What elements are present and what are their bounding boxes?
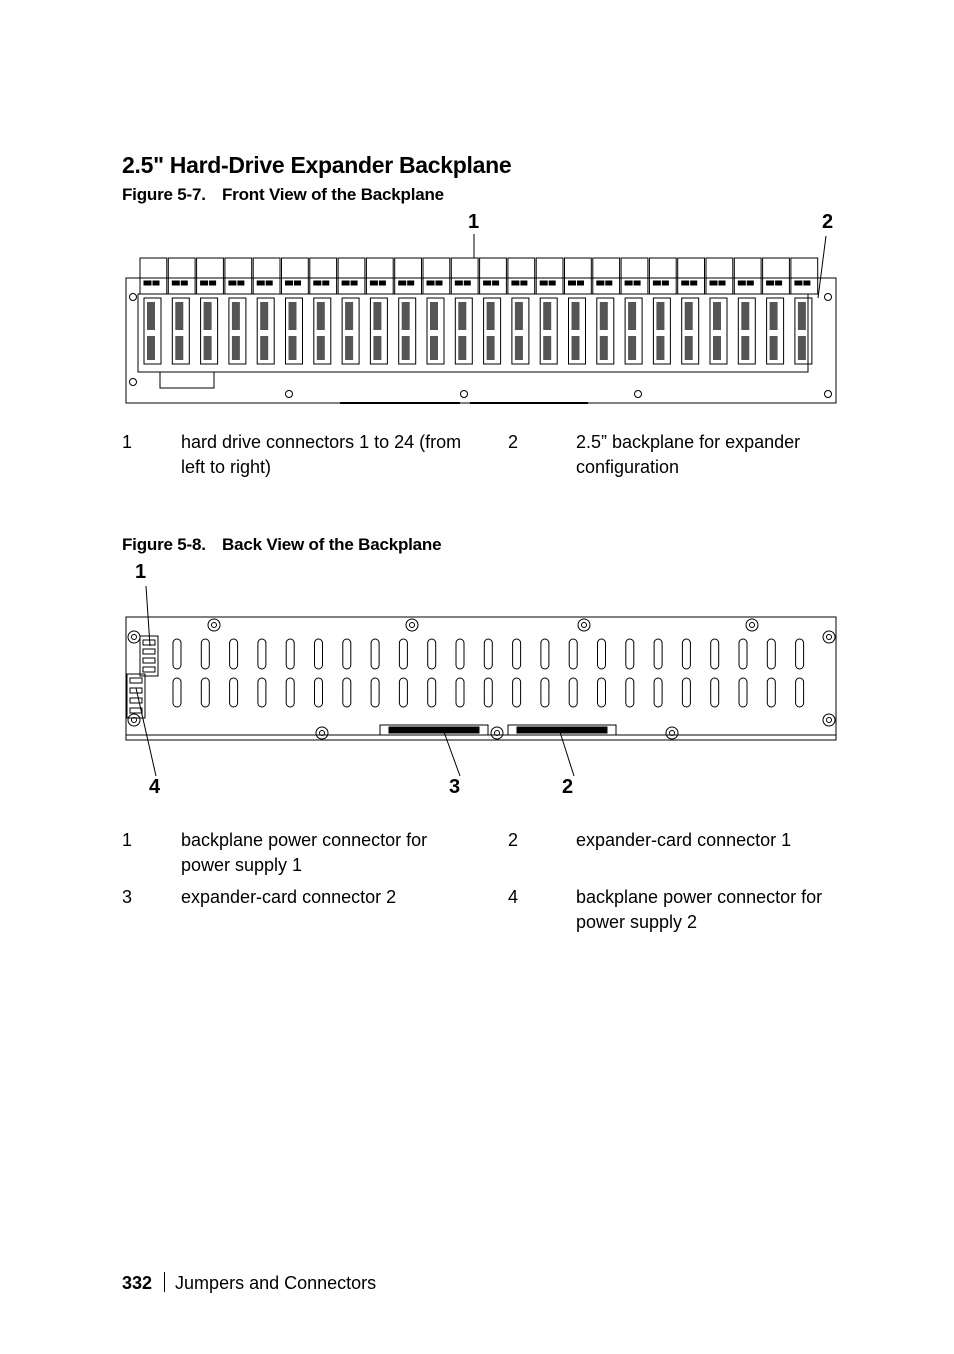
led-indicator [342, 281, 349, 285]
legend-number: 2 [508, 830, 519, 850]
back-callout-3: 3 [449, 776, 461, 798]
legend-number: 1 [122, 432, 133, 452]
led-indicator [512, 281, 519, 285]
vent-slot [796, 639, 804, 669]
drive-slot-frame [678, 258, 705, 294]
legend-number: 1 [122, 830, 133, 850]
led-indicator [625, 281, 632, 285]
power-pin [130, 708, 142, 713]
led-indicator [144, 281, 151, 285]
mounting-hole-center [410, 623, 415, 628]
vent-slot [201, 678, 209, 707]
connector-pins [515, 302, 523, 330]
led-indicator [549, 281, 555, 285]
connector-pins [713, 336, 721, 360]
connector-pins [458, 336, 466, 360]
leader-line-4 [136, 688, 156, 776]
mounting-hole [823, 631, 835, 643]
drive-slot-frame [621, 258, 648, 294]
section-title: 2.5" Hard-Drive Expander Backplane [122, 152, 512, 178]
connector-pins [600, 336, 608, 360]
drive-slot-frame [282, 258, 309, 294]
vent-slot [626, 678, 634, 707]
connector-pins [656, 336, 664, 360]
drive-slot-frame [734, 258, 761, 294]
vent-slot [173, 678, 181, 707]
led-indicator [653, 281, 660, 285]
back-view-backplane-figure [0, 550, 954, 810]
connector-pins [430, 336, 438, 360]
mounting-hole [825, 294, 832, 301]
drive-slot-frame [253, 258, 280, 294]
connector-pins [487, 302, 495, 330]
connector-pins [289, 336, 297, 360]
vent-slot [371, 678, 379, 707]
led-indicator [662, 281, 668, 285]
connector-pins [147, 336, 155, 360]
vent-slot [711, 678, 719, 707]
led-indicator [351, 281, 357, 285]
vent-slot [569, 639, 577, 669]
power-pin [143, 658, 155, 663]
connector-pins [515, 336, 523, 360]
connector-body [389, 727, 479, 733]
vent-slot [258, 639, 266, 669]
led-indicator [597, 281, 604, 285]
vent-slot [654, 639, 662, 669]
led-indicator [484, 281, 491, 285]
mounting-hole [635, 391, 642, 398]
vent-slot [796, 678, 804, 707]
mounting-hole [578, 619, 590, 631]
vent-slot [371, 639, 379, 669]
led-indicator [540, 281, 547, 285]
connector-body [517, 727, 607, 733]
vent-slot [456, 639, 464, 669]
figure-title: Back View of the Backplane [222, 535, 442, 554]
mounting-hole [130, 379, 137, 386]
connector-pins [685, 302, 693, 330]
connector-pins [175, 336, 183, 360]
led-indicator [201, 281, 208, 285]
connector-pins [713, 302, 721, 330]
vent-slot [541, 678, 549, 707]
legend-number: 3 [122, 887, 133, 907]
power-pin [143, 640, 155, 645]
led-indicator [464, 281, 470, 285]
connector-pins [260, 336, 268, 360]
legend-text: backplane power connector for power supply 2 [576, 887, 823, 932]
vent-slot [598, 639, 606, 669]
vent-slot [399, 639, 407, 669]
connector-pins [741, 302, 749, 330]
connector-pins [543, 336, 551, 360]
drive-slot-frame [536, 258, 563, 294]
led-indicator [379, 281, 385, 285]
mounting-hole [128, 714, 140, 726]
led-indicator [691, 281, 697, 285]
connector-pins [373, 336, 381, 360]
vent-slot [711, 639, 719, 669]
led-indicator [229, 281, 236, 285]
led-indicator [682, 281, 689, 285]
led-indicator [399, 281, 406, 285]
vent-slot [201, 639, 209, 669]
back-callout-4: 4 [149, 776, 161, 798]
connector-pins [628, 336, 636, 360]
connector-pins [317, 336, 325, 360]
led-indicator [776, 281, 782, 285]
front-view-drawing [126, 234, 836, 403]
vent-slot [173, 639, 181, 669]
connector-pins [770, 336, 778, 360]
mounting-hole [666, 727, 678, 739]
vent-slot [654, 678, 662, 707]
mounting-hole [461, 391, 468, 398]
connector-pins [204, 336, 212, 360]
connector-pins [345, 336, 353, 360]
connector-pins [317, 302, 325, 330]
connector-pins [572, 302, 580, 330]
mounting-hole-center [827, 718, 832, 723]
connector-pins [656, 302, 664, 330]
legend-text: hard drive connectors 1 to 24 (from left to right) [181, 432, 462, 477]
vent-slot [513, 678, 521, 707]
vent-slot [682, 639, 690, 669]
vent-slot [767, 639, 775, 669]
led-indicator [795, 281, 802, 285]
connector-pins [770, 302, 778, 330]
leader-line-1 [146, 586, 150, 646]
leader-line-2 [818, 236, 826, 298]
vent-slot [739, 678, 747, 707]
drive-slot-frame [706, 258, 733, 294]
drive-slot-frame [763, 258, 790, 294]
power-pin [143, 649, 155, 654]
led-indicator [710, 281, 717, 285]
vent-slot [598, 678, 606, 707]
led-indicator [578, 281, 584, 285]
connector-pins [345, 302, 353, 330]
vent-slot [456, 678, 464, 707]
mounting-hole [130, 294, 137, 301]
led-indicator [257, 281, 264, 285]
led-indicator [370, 281, 377, 285]
legend-text: backplane power connector for power supply 1 [181, 830, 428, 875]
drive-slot-frame [225, 258, 252, 294]
vent-slot [626, 639, 634, 669]
front-callout-1: 1 [468, 211, 480, 233]
figure-number: Figure 5-8. [122, 535, 206, 554]
led-indicator [455, 281, 462, 285]
led-indicator [767, 281, 774, 285]
drive-slot-frame [366, 258, 393, 294]
mounting-hole [286, 391, 293, 398]
led-indicator [804, 281, 810, 285]
led-indicator [408, 281, 414, 285]
drive-slot-frame [423, 258, 450, 294]
led-indicator [747, 281, 753, 285]
led-indicator [286, 281, 293, 285]
power-pin [130, 678, 142, 683]
drive-slot-frame [197, 258, 224, 294]
connector-pins [402, 302, 410, 330]
vent-slot [513, 639, 521, 669]
mounting-hole-center [212, 623, 217, 628]
drive-slot-frame [395, 258, 422, 294]
figure-number: Figure 5-7. [122, 185, 206, 204]
connector-pins [232, 302, 240, 330]
vent-slot [739, 639, 747, 669]
connector-pins [543, 302, 551, 330]
connector-pins [572, 336, 580, 360]
connector-pins [600, 302, 608, 330]
connector-pins [741, 336, 749, 360]
vent-slot [230, 678, 238, 707]
led-indicator [427, 281, 434, 285]
connector-pins [458, 302, 466, 330]
front-callout-2: 2 [822, 211, 834, 233]
led-indicator [719, 281, 725, 285]
led-indicator [266, 281, 272, 285]
vent-slot [315, 678, 323, 707]
led-indicator [493, 281, 499, 285]
drive-slot-frame [593, 258, 620, 294]
led-indicator [634, 281, 640, 285]
drive-slot-frame [310, 258, 337, 294]
led-indicator [606, 281, 612, 285]
vent-slot [286, 639, 294, 669]
led-indicator [238, 281, 244, 285]
vent-slot [343, 639, 351, 669]
vent-slot [541, 639, 549, 669]
vent-slot [343, 678, 351, 707]
led-indicator [153, 281, 159, 285]
mounting-hole [825, 391, 832, 398]
vent-slot [569, 678, 577, 707]
vent-slot [682, 678, 690, 707]
led-indicator [521, 281, 527, 285]
vent-slot [230, 639, 238, 669]
led-indicator [738, 281, 745, 285]
legend-text: expander-card connector 1 [576, 830, 792, 850]
page-footer [122, 1272, 376, 1294]
mounting-hole [208, 619, 220, 631]
mounting-hole [406, 619, 418, 631]
back-callout-1: 1 [135, 561, 147, 583]
connector-pins [175, 302, 183, 330]
back-view-drawing [126, 586, 836, 776]
vent-slot [258, 678, 266, 707]
mounting-hole-center [132, 635, 137, 640]
vent-slot [399, 678, 407, 707]
led-indicator [295, 281, 301, 285]
connector-pins [402, 336, 410, 360]
vent-slot [428, 639, 436, 669]
connector-pins [373, 302, 381, 330]
legend-text: 2.5” backplane for expander configuration [576, 432, 801, 477]
power-pin [130, 698, 142, 703]
connector-pins [685, 336, 693, 360]
legend-number: 4 [508, 887, 519, 907]
connector-pins [430, 302, 438, 330]
led-indicator [569, 281, 576, 285]
front-view-backplane-figure [0, 0, 954, 420]
led-indicator [436, 281, 442, 285]
led-indicator [210, 281, 216, 285]
led-indicator [314, 281, 321, 285]
drive-slot-frame [649, 258, 676, 294]
mounting-hole [491, 727, 503, 739]
connector-pins [798, 336, 806, 360]
drive-slot-frame [791, 258, 818, 294]
leader-line-3 [444, 732, 460, 776]
drive-slot-frame [480, 258, 507, 294]
power-pin [143, 667, 155, 672]
legend-text: expander-card connector 2 [181, 887, 397, 907]
led-indicator [323, 281, 329, 285]
connector-pins [487, 336, 495, 360]
mounting-hole-center [582, 623, 587, 628]
legend-number: 2 [508, 432, 519, 452]
led-indicator [172, 281, 179, 285]
mounting-hole [746, 619, 758, 631]
connector-pins [204, 302, 212, 330]
drive-slot-frame [451, 258, 478, 294]
back-callout-2: 2 [562, 776, 574, 798]
vent-slot [484, 639, 492, 669]
mounting-hole [316, 727, 328, 739]
mounting-hole-center [750, 623, 755, 628]
board-cutout [160, 372, 214, 388]
drive-slot-frame [140, 258, 167, 294]
drive-slot-frame [168, 258, 195, 294]
vent-slot [286, 678, 294, 707]
vent-slot [767, 678, 775, 707]
leader-line-2 [560, 732, 574, 776]
footer-divider [164, 1272, 165, 1292]
connector-pins [628, 302, 636, 330]
vent-slot [428, 678, 436, 707]
vent-slot [484, 678, 492, 707]
led-indicator [181, 281, 187, 285]
mounting-hole-center [827, 635, 832, 640]
connector-pins [232, 336, 240, 360]
drive-slot-frame [508, 258, 535, 294]
connector-pins [289, 302, 297, 330]
mounting-hole [128, 631, 140, 643]
connector-pins [798, 302, 806, 330]
chapter-name: Jumpers and Connectors [175, 1273, 377, 1293]
mounting-hole [823, 714, 835, 726]
drive-slot-frame [338, 258, 365, 294]
connector-pins [260, 302, 268, 330]
vent-slot [315, 639, 323, 669]
page-number: 332 [122, 1273, 153, 1293]
connector-pins [147, 302, 155, 330]
drive-slot-frame [565, 258, 592, 294]
figure-title: Front View of the Backplane [222, 185, 444, 204]
